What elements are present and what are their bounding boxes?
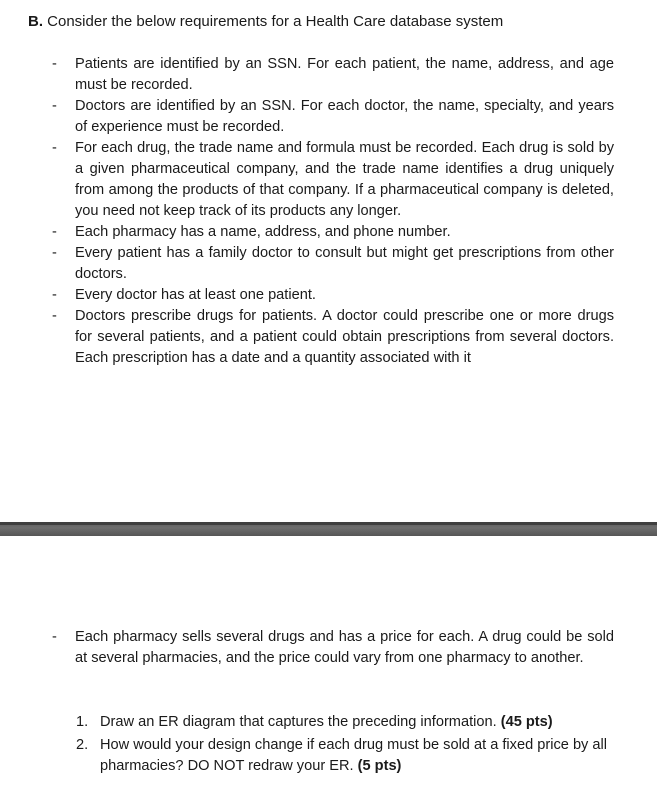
bullet-dash: - — [52, 56, 57, 72]
requirement-text: Doctors are identified by an SSN. For each doctor, the name, specialty, and years of experience must be recorded. — [75, 98, 614, 135]
bullet-dash: - — [52, 629, 57, 645]
bullet-dash: - — [52, 308, 57, 324]
requirement-item — [52, 243, 614, 285]
question-points: (5 pts) — [357, 758, 402, 774]
section-heading-text: Consider the below requirements for a Health Care database system — [43, 13, 504, 30]
question-item — [76, 712, 616, 733]
section-label: B. — [28, 13, 43, 30]
requirement-text: Every doctor has at least one patient. — [75, 287, 316, 303]
question-points: (45 pts) — [500, 714, 553, 730]
requirement-text: Doctors prescribe drugs for patients. A doctor could prescribe one or more drugs for several patients, and a patient could obtain prescriptions from several doctors. Each prescription has a date and a quantity associated with it — [75, 308, 614, 366]
question-text: How would your design change if each drug must be sold at a fixed price by all pharmacies? DO NOT redraw your ER. — [100, 737, 608, 774]
requirement-text: For each drug, the trade name and formula must be recorded. Each drug is sold by a given pharmaceutical company, and the trade name identifies a drug uniquely from among the products of that company. If a pharmaceutical company is deleted, you need not keep track of its products any longer. — [75, 140, 614, 219]
question-text: Draw an ER diagram that captures the preceding information. — [100, 714, 501, 730]
requirements-list — [52, 54, 614, 369]
requirement-text: Each pharmacy has a name, address, and phone number. — [75, 224, 451, 240]
requirement-item — [52, 306, 614, 369]
question-number: 2. — [76, 737, 89, 753]
bullet-dash: - — [52, 140, 57, 156]
questions-list — [76, 712, 616, 779]
bullet-dash: - — [52, 98, 57, 114]
page-break-divider — [0, 522, 657, 536]
requirement-item — [52, 96, 614, 138]
requirement-text: Each pharmacy sells several drugs and has a price for each. A drug could be sold at several pharmacies, and the price could vary from one pharmacy to another. — [75, 629, 614, 666]
bullet-dash: - — [52, 245, 57, 261]
requirement-item — [52, 627, 614, 669]
bullet-dash: - — [52, 224, 57, 240]
requirement-text: Every patient has a family doctor to consult but might get prescriptions from other doctors. — [75, 245, 614, 282]
section-heading — [28, 12, 503, 32]
requirement-item — [52, 285, 614, 306]
bullet-dash: - — [52, 287, 57, 303]
requirements-list-continued — [52, 627, 614, 669]
requirement-item — [52, 222, 614, 243]
question-number: 1. — [76, 714, 89, 730]
requirement-text: Patients are identified by an SSN. For each patient, the name, address, and age must be recorded. — [75, 56, 614, 93]
requirement-item — [52, 138, 614, 222]
question-item — [76, 735, 616, 777]
requirement-item — [52, 54, 614, 96]
